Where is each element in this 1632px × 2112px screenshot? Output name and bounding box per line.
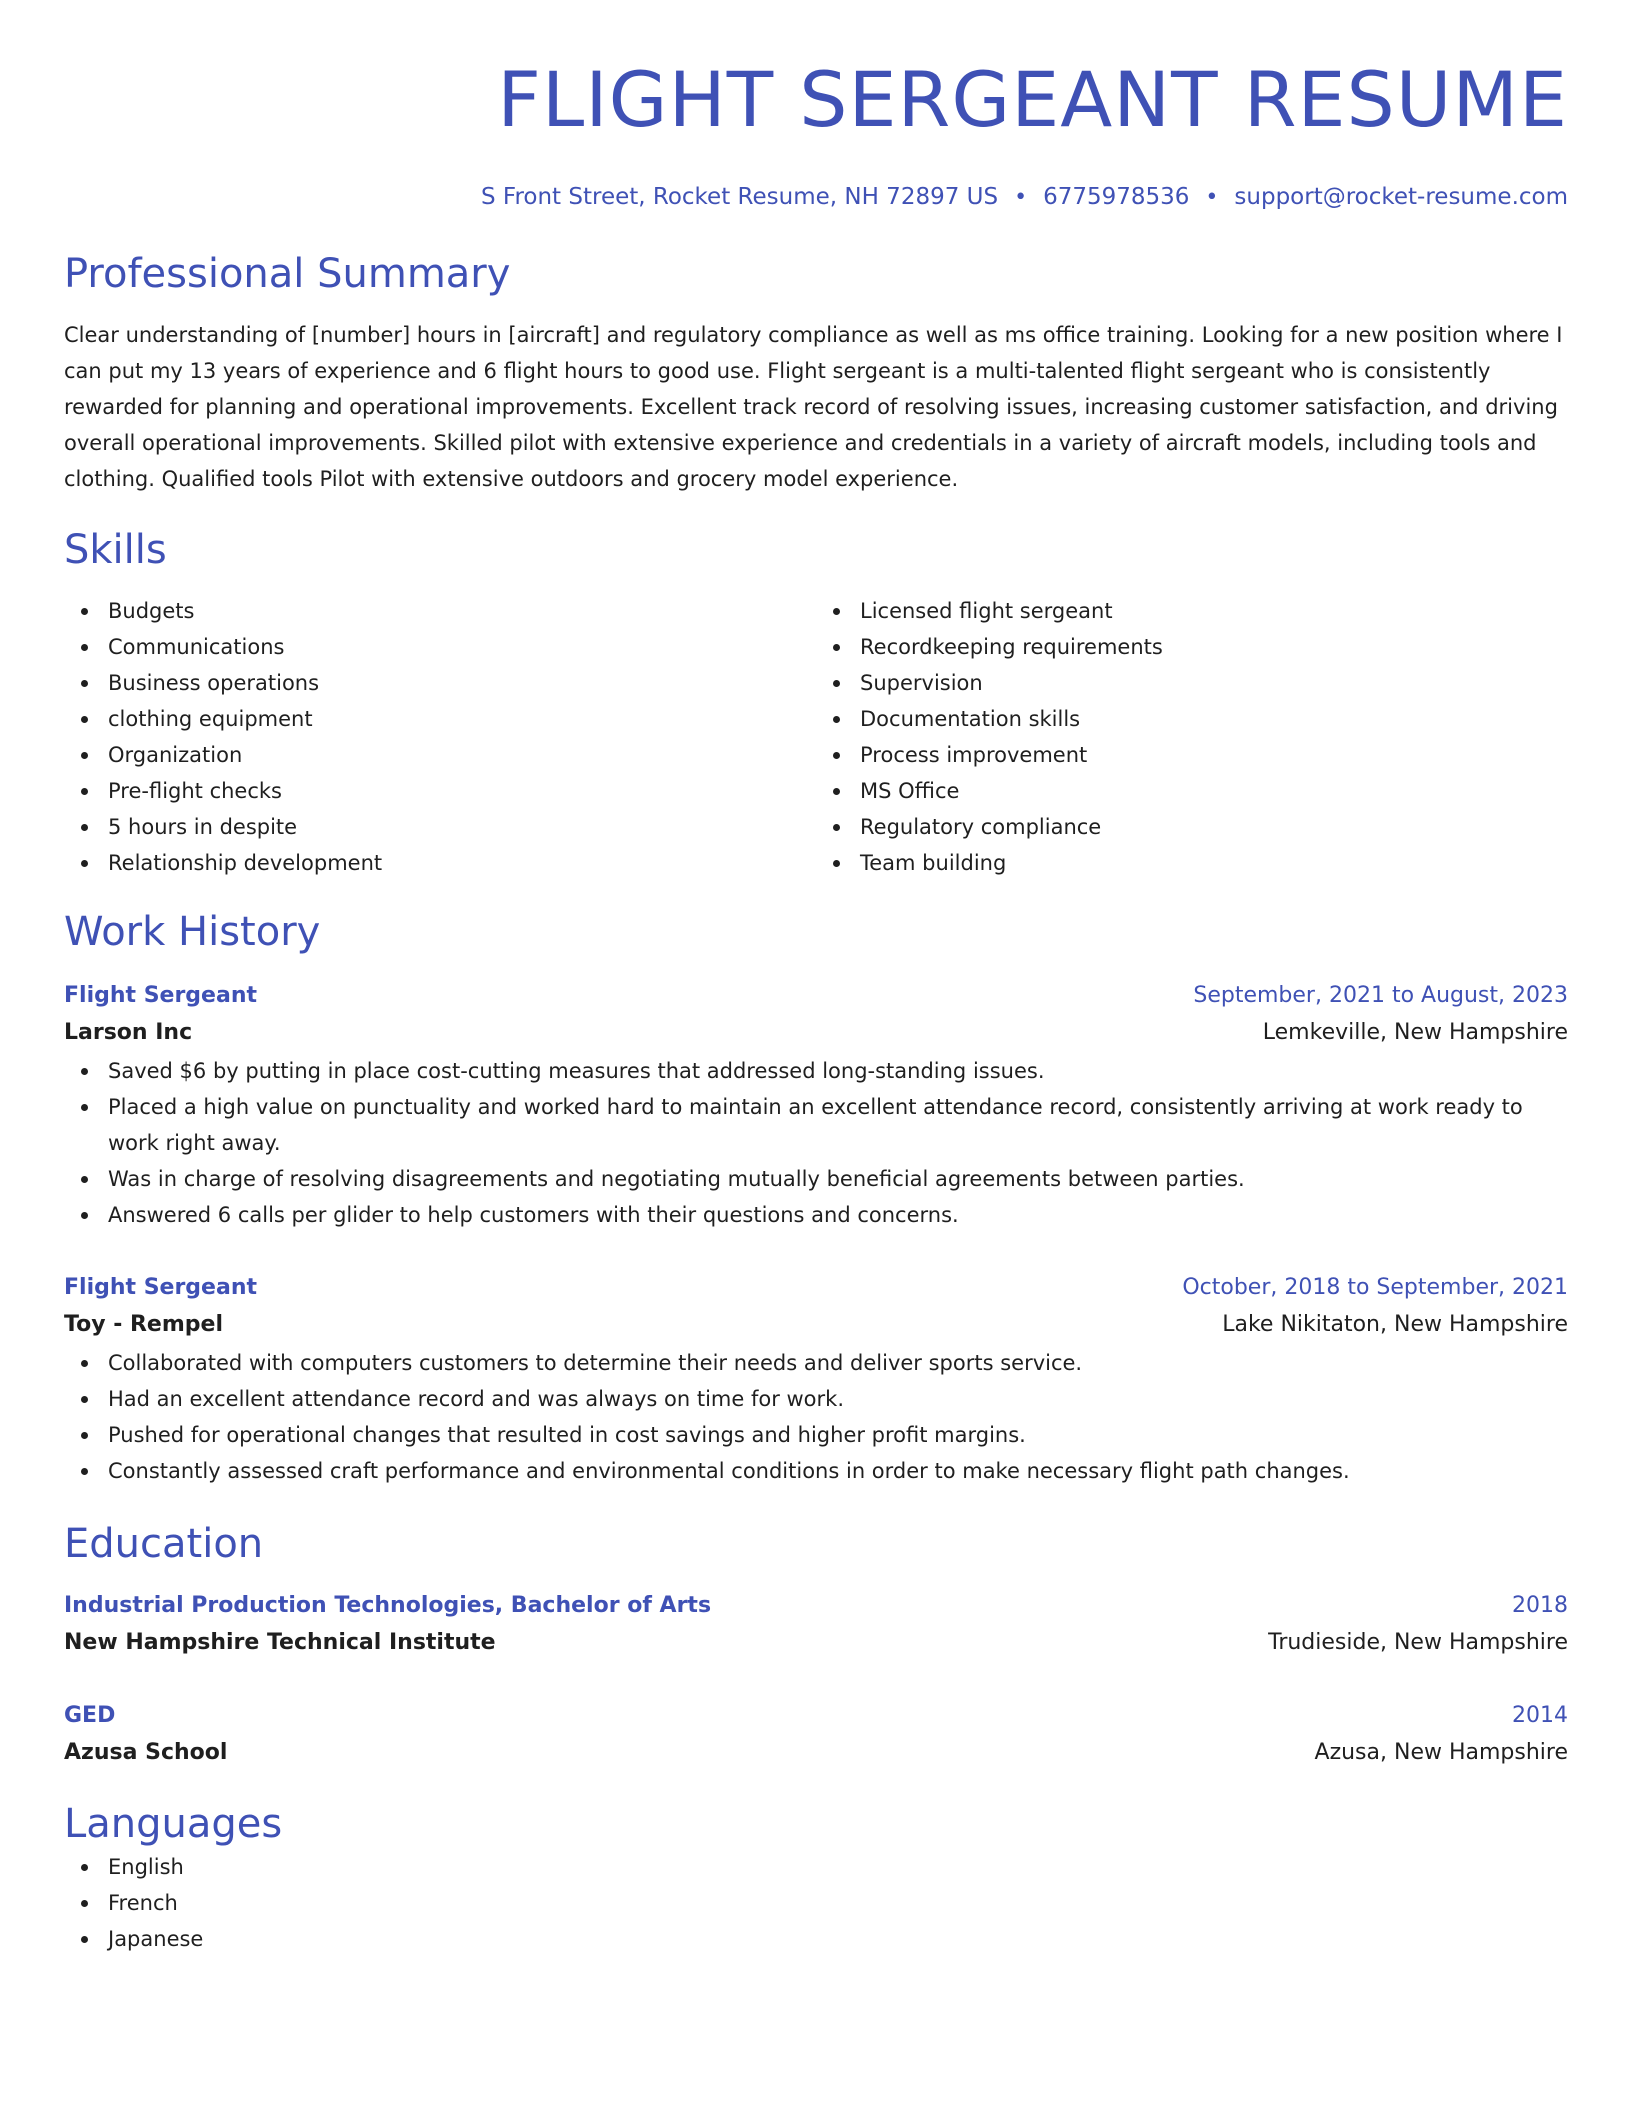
- education-year: 2014: [1512, 1703, 1568, 1728]
- skill-item: Licensed flight sergeant: [860, 593, 1568, 629]
- skill-item: Communications: [108, 629, 816, 665]
- work-history-section: [64, 907, 1568, 1489]
- job-location: Lake Nikitaton, New Hampshire: [1222, 1312, 1568, 1337]
- education-degree-row: [64, 1589, 1568, 1623]
- skill-item: Relationship development: [108, 845, 816, 881]
- language-item: Japanese: [108, 1921, 1568, 1957]
- education-heading: Education: [64, 1521, 264, 1567]
- skills-right-column: [816, 593, 1568, 881]
- job-bullet: Constantly assessed craft performance and environmental conditions in order to make necessary flight path changes.: [108, 1453, 1568, 1489]
- education-section: [64, 1519, 1568, 1773]
- skill-item: MS Office: [860, 773, 1568, 809]
- education-year: 2018: [1512, 1593, 1568, 1618]
- languages-list: [64, 1849, 1568, 1957]
- skill-item: Supervision: [860, 665, 1568, 701]
- skills-heading: Skills: [64, 527, 167, 573]
- job-bullet: Placed a high value on punctuality and worked hard to maintain an excellent attendance record, consistently arriving at work ready to work right away.: [108, 1089, 1568, 1161]
- summary-heading: Professional Summary: [64, 251, 511, 297]
- job-bullet: Saved $6 by putting in place cost-cutting measures that addressed long-standing issues.: [108, 1053, 1568, 1089]
- education-school-row: [64, 1733, 1568, 1773]
- education-school: New Hampshire Technical Institute: [64, 1630, 496, 1655]
- job-bullet: Collaborated with computers customers to determine their needs and deliver sports service.: [108, 1345, 1568, 1381]
- job-company: Toy - Rempel: [64, 1312, 223, 1337]
- job-bullet: Had an excellent attendance record and was always on time for work.: [108, 1381, 1568, 1417]
- job-location: Lemkeville, New Hampshire: [1262, 1020, 1568, 1045]
- job-bullets: [64, 1053, 1568, 1233]
- resume-header: [64, 52, 1568, 213]
- education-location: Trudieside, New Hampshire: [1268, 1630, 1568, 1655]
- education-degree: Industrial Production Technologies, Bachelor of Arts: [64, 1593, 712, 1618]
- language-item: French: [108, 1885, 1568, 1921]
- skill-item: Recordkeeping requirements: [860, 629, 1568, 665]
- contact-line: [64, 182, 1568, 213]
- languages-section: [64, 1799, 1568, 1957]
- skill-item: Regulatory compliance: [860, 809, 1568, 845]
- skill-item: Process improvement: [860, 737, 1568, 773]
- contact-address: S Front Street, Rocket Resume, NH 72897 US: [480, 184, 999, 210]
- job-company-row: [64, 1305, 1568, 1345]
- contact-separator: •: [1205, 185, 1219, 210]
- contact-email[interactable]: support@rocket-resume.com: [1234, 184, 1568, 210]
- language-item: English: [108, 1849, 1568, 1885]
- job-title-row: [64, 979, 1568, 1013]
- skill-item: Team building: [860, 845, 1568, 881]
- job-company-row: [64, 1013, 1568, 1053]
- skill-item: Pre-flight checks: [108, 773, 816, 809]
- job-entry: [64, 1271, 1568, 1489]
- education-entry: [64, 1589, 1568, 1663]
- job-bullets: [64, 1345, 1568, 1489]
- work-history-heading: Work History: [64, 909, 321, 955]
- job-dates: October, 2018 to September, 2021: [1182, 1275, 1568, 1300]
- job-role: Flight Sergeant: [64, 983, 258, 1008]
- job-bullet: Was in charge of resolving disagreements and negotiating mutually beneficial agreements between parties.: [108, 1161, 1568, 1197]
- skills-section: [64, 525, 1568, 881]
- skill-item: 5 hours in despite: [108, 809, 816, 845]
- contact-separator: •: [1014, 185, 1028, 210]
- education-school-row: [64, 1623, 1568, 1663]
- job-title-row: [64, 1271, 1568, 1305]
- contact-phone: 6775978536: [1043, 184, 1190, 210]
- job-role: Flight Sergeant: [64, 1275, 258, 1300]
- summary-text: Clear understanding of [number] hours in [aircraft] and regulatory compliance as well as ms office training. Looking for a new position where I can put my 13 years of experience and 6 flight hours to good use. Flight sergeant is a multi-talented flight sergeant who is consistently rewarded for planning and operational improvements. Excellent track record of resolving issues, increasing customer satisfaction, and driving overall operational improvements. Skilled pilot with extensive experience and credentials in a variety of aircraft models, including tools and clothing. Qualified tools Pilot with extensive outdoors and grocery model experience.: [64, 323, 1563, 491]
- job-company: Larson Inc: [64, 1020, 193, 1045]
- skills-left-column: [64, 593, 816, 881]
- skill-item: Budgets: [108, 593, 816, 629]
- skill-item: clothing equipment: [108, 701, 816, 737]
- education-location: Azusa, New Hampshire: [1314, 1740, 1568, 1765]
- education-school: Azusa School: [64, 1740, 228, 1765]
- skill-item: Organization: [108, 737, 816, 773]
- job-bullet: Pushed for operational changes that resulted in cost savings and higher profit margins.: [108, 1417, 1568, 1453]
- summary-section: [64, 249, 1568, 497]
- job-dates: September, 2021 to August, 2023: [1193, 983, 1568, 1008]
- skills-grid: [64, 593, 1568, 881]
- education-degree-row: [64, 1699, 1568, 1733]
- job-entry: [64, 979, 1568, 1233]
- education-degree: GED: [64, 1703, 116, 1728]
- languages-heading: Languages: [64, 1801, 283, 1847]
- skill-item: Documentation skills: [860, 701, 1568, 737]
- skill-item: Business operations: [108, 665, 816, 701]
- job-bullet: Answered 6 calls per glider to help customers with their questions and concerns.: [108, 1197, 1568, 1233]
- resume-title: FLIGHT SERGEANT RESUME: [497, 55, 1568, 144]
- education-entry: [64, 1699, 1568, 1773]
